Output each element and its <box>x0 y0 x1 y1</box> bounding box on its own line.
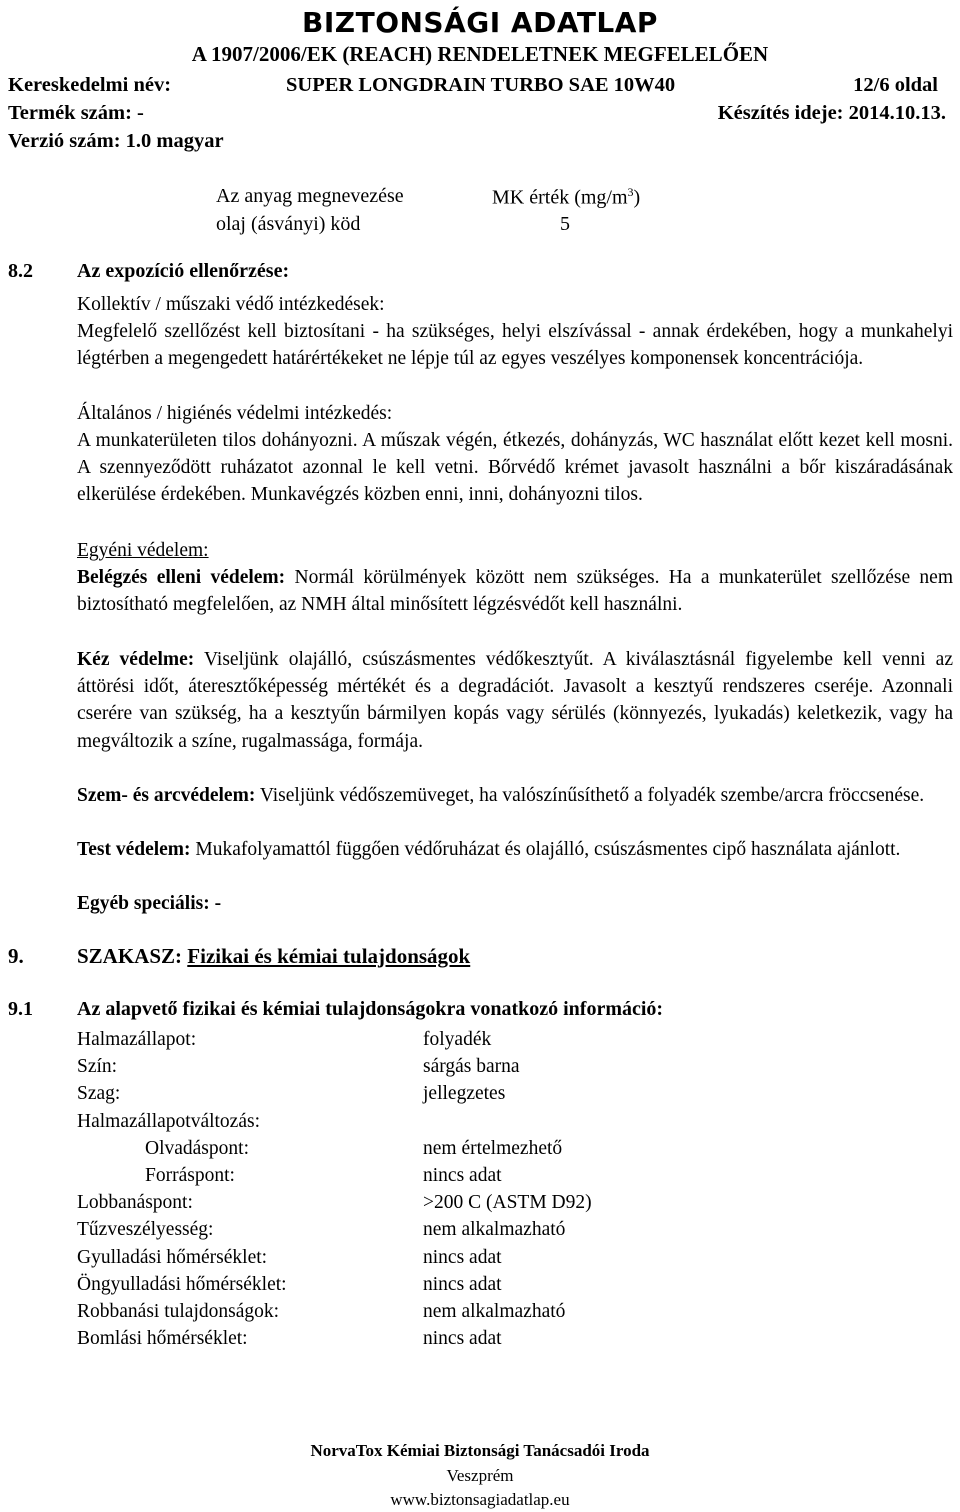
document-title: BIZTONSÁGI ADATLAP <box>302 6 658 39</box>
section-8-2-title: Az expozíció ellenőrzése: <box>77 260 290 282</box>
personal-protection-heading: Egyéni védelem: <box>77 540 209 561</box>
other-special: Egyéb speciális: - <box>77 893 222 914</box>
property-value: jellegzetes <box>423 1083 506 1105</box>
collective-text: Megfelelő szellőzést kell biztosítani - ha szükséges, helyi elszívással - annak érdekében, hogy a munkahelyi légtérben a megengedett határértékeket ne lépje túl az egyes veszélyes komponensek koncentrációja. <box>77 321 953 370</box>
version-number: Verzió szám: 1.0 magyar <box>8 130 224 152</box>
property-value: folyadék <box>423 1029 492 1050</box>
property-row <box>77 1216 777 1243</box>
limit-row-value: 5 <box>560 213 570 235</box>
footer-city: Veszprém <box>446 1466 514 1485</box>
property-label: Tűzveszélyesség: <box>77 1219 214 1241</box>
creation-date: Készítés ideje: 2014.10.13. <box>717 102 946 124</box>
page-number: 12/6 oldal <box>853 74 938 96</box>
property-label: Robbanási tulajdonságok: <box>77 1300 280 1322</box>
property-value: nem értelmezhető <box>423 1137 563 1159</box>
header-row-3 <box>8 130 952 156</box>
respiratory-protection: Belégzés elleni védelem: Normál körülmények között nem szükséges. Ha a munkaterület szellőzése nem biztosítható megfelelően, az NMH által minősített légzésvédőt kell használni. <box>77 567 953 616</box>
property-row <box>77 1271 777 1298</box>
property-row <box>77 1080 777 1107</box>
property-value: nem alkalmazható <box>423 1300 566 1322</box>
trade-name-label: Kereskedelmi név: <box>8 74 172 96</box>
property-row <box>77 1189 777 1216</box>
header-row-1 <box>8 74 952 100</box>
hand-protection: Kéz védelme: Viseljünk olajálló, csúszásmentes védőkesztyűt. A kiválasztásnál figyelembe kell venni az áttörési időt, áteresztőképesség mértékét és a degradációt. Javasolt a kesztyű rendszeres cseréje. Azonnali cserére van szükség, ha a kesztyűn bármilyen kopás vagy sérülés (könnyezés, lyukadás) keletkezik, vagy ha megváltozik a színe, rugalmassága, formája. <box>77 649 953 752</box>
section-9-number: 9. <box>8 944 24 968</box>
trade-name-value: SUPER LONGDRAIN TURBO SAE 10W40 <box>286 74 676 96</box>
property-row <box>77 1053 777 1080</box>
header-row-2 <box>8 102 952 128</box>
property-label: Halmazállapot: <box>77 1029 197 1050</box>
property-row <box>77 1298 777 1325</box>
properties-list <box>77 1026 777 1352</box>
product-number: Termék szám: - <box>8 102 144 124</box>
collective-heading: Kollektív / műszaki védő intézkedések: <box>77 294 385 315</box>
eye-protection: Szem- és arcvédelem: Viseljünk védőszemüveget, ha valószínűsíthető a folyadék szembe/arcra fröccsenése. <box>77 785 925 806</box>
property-label: Bomlási hőmérséklet: <box>77 1328 248 1350</box>
property-label: Öngyulladási hőmérséklet: <box>77 1273 287 1295</box>
property-value: sárgás barna <box>423 1056 520 1078</box>
property-label: Lobbanáspont: <box>77 1192 193 1214</box>
footer-url: www.biztonsagiadatlap.eu <box>390 1490 570 1509</box>
section-9-1-title: Az alapvető fizikai és kémiai tulajdonságokra vonatkozó információ: <box>77 998 664 1020</box>
hygiene-heading: Általános / higiénés védelmi intézkedés: <box>77 403 393 424</box>
property-label: Szag: <box>77 1083 121 1105</box>
property-label: Forráspont: <box>145 1164 235 1186</box>
property-value: nincs adat <box>423 1164 502 1186</box>
property-label: Szín: <box>77 1056 118 1078</box>
document-subtitle: A 1907/2006/EK (REACH) RENDELETNEK MEGFELELŐEN <box>191 42 769 66</box>
limit-row-name: olaj (ásványi) köd <box>216 213 361 235</box>
section-8-2-number: 8.2 <box>8 260 33 282</box>
property-label: Halmazállapotváltozás: <box>77 1110 261 1132</box>
property-value: >200 C (ASTM D92) <box>423 1192 592 1214</box>
limit-col-value-header: MK érték $(mg/m^3)$ <box>492 185 641 209</box>
property-value: nincs adat <box>423 1273 502 1295</box>
limit-col-name-header: Az anyag megnevezése <box>216 185 404 207</box>
property-row <box>77 1325 777 1352</box>
property-row <box>77 1108 777 1135</box>
section-9-heading: SZAKASZ: Fizikai és kémiai tulajdonságok <box>77 944 471 968</box>
property-row <box>77 1244 777 1271</box>
property-value: nem alkalmazható <box>423 1219 566 1241</box>
property-row <box>77 1135 777 1162</box>
property-row <box>77 1026 777 1053</box>
property-row <box>77 1162 777 1189</box>
property-value: nincs adat <box>423 1246 502 1268</box>
footer-org: NorvaTox Kémiai Biztonsági Tanácsadói Iroda <box>310 1441 650 1460</box>
property-value: nincs adat <box>423 1328 502 1350</box>
hygiene-text: A munkaterületen tilos dohányozni. A műszak végén, étkezés, dohányzás, WC használat előtt kezet kell mosni. A szennyeződött ruházatot azonnal le kell vetni. Bőrvédő krémet javasolt használni a bőr kiszáradásának elkerülése érdekében. Munkavégzés közben enni, inni, dohányozni tilos. <box>77 430 953 506</box>
property-label: Gyulladási hőmérséklet: <box>77 1246 268 1268</box>
property-label: Olvadáspont: <box>145 1137 249 1159</box>
section-9-1-number: 9.1 <box>8 998 33 1020</box>
body-protection: Test védelem: Mukafolyamattól függően védőruházat és olajálló, csúszásmentes cipő használata ajánlott. <box>77 839 901 860</box>
